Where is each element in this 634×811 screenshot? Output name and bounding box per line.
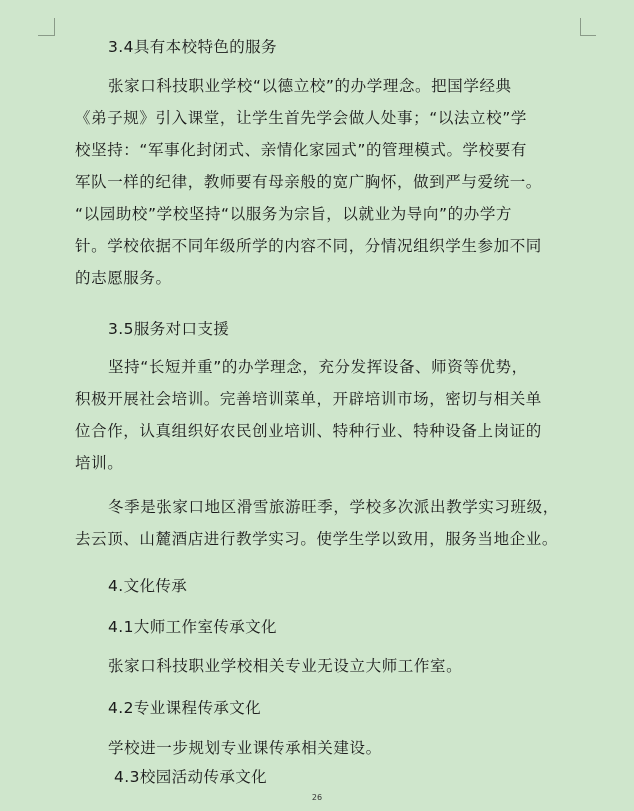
paragraph-line: 学校进一步规划专业课传承相关建设。	[108, 739, 382, 757]
paragraph-line: 培训。	[75, 454, 124, 472]
paragraph-line: 去云顶、山麓酒店进行教学实习。使学生学以致用，服务当地企业。	[75, 530, 559, 548]
paragraph-line: “以园助校”学校坚持“以服务为宗旨，以就业为导向”的办学方	[75, 205, 513, 223]
section-heading-4-1: 4.1大师工作室传承文化	[108, 618, 277, 636]
crop-mark-top-right-h	[580, 35, 596, 36]
paragraph-line: 积极开展社会培训。完善培训菜单，开辟培训市场，密切与相关单	[75, 390, 542, 408]
paragraph-line: 军队一样的纪律，教师要有母亲般的宽广胸怀，做到严与爱统一。	[75, 173, 542, 191]
page-number: 26	[311, 793, 323, 802]
paragraph-line: 位合作，认真组织好农民创业培训、特种行业、特种设备上岗证的	[75, 422, 542, 440]
paragraph-line: 张家口科技职业学校相关专业无设立大师工作室。	[108, 657, 463, 675]
section-heading-4: 4.文化传承	[108, 577, 188, 595]
paragraph-line: 坚持“长短并重”的办学理念，充分发挥设备、师资等优势，	[108, 358, 528, 376]
paragraph-line: 校坚持：“军事化封闭式、亲情化家园式”的管理模式。学校要有	[75, 141, 527, 159]
crop-mark-top-right-v	[580, 18, 581, 36]
paragraph-line: 的志愿服务。	[75, 269, 172, 287]
paragraph-line: 《弟子规》引入课堂，让学生首先学会做人处事；“以法立校”学	[75, 109, 527, 127]
crop-mark-top-left-v	[54, 18, 55, 36]
paragraph-line: 冬季是张家口地区滑雪旅游旺季，学校多次派出教学实习班级，	[108, 498, 559, 516]
section-heading-3-5: 3.5服务对口支援	[108, 320, 230, 338]
section-heading-4-2: 4.2专业课程传承文化	[108, 699, 262, 717]
section-heading-3-4: 3.4具有本校特色的服务	[108, 38, 277, 56]
section-heading-4-3: 4.3校园活动传承文化	[114, 768, 268, 786]
paragraph-line: 针。学校依据不同年级所学的内容不同，分情况组织学生参加不同	[75, 237, 542, 255]
crop-mark-top-left-h	[38, 35, 54, 36]
paragraph-line: 张家口科技职业学校“以德立校”的办学理念。把国学经典	[108, 77, 512, 95]
